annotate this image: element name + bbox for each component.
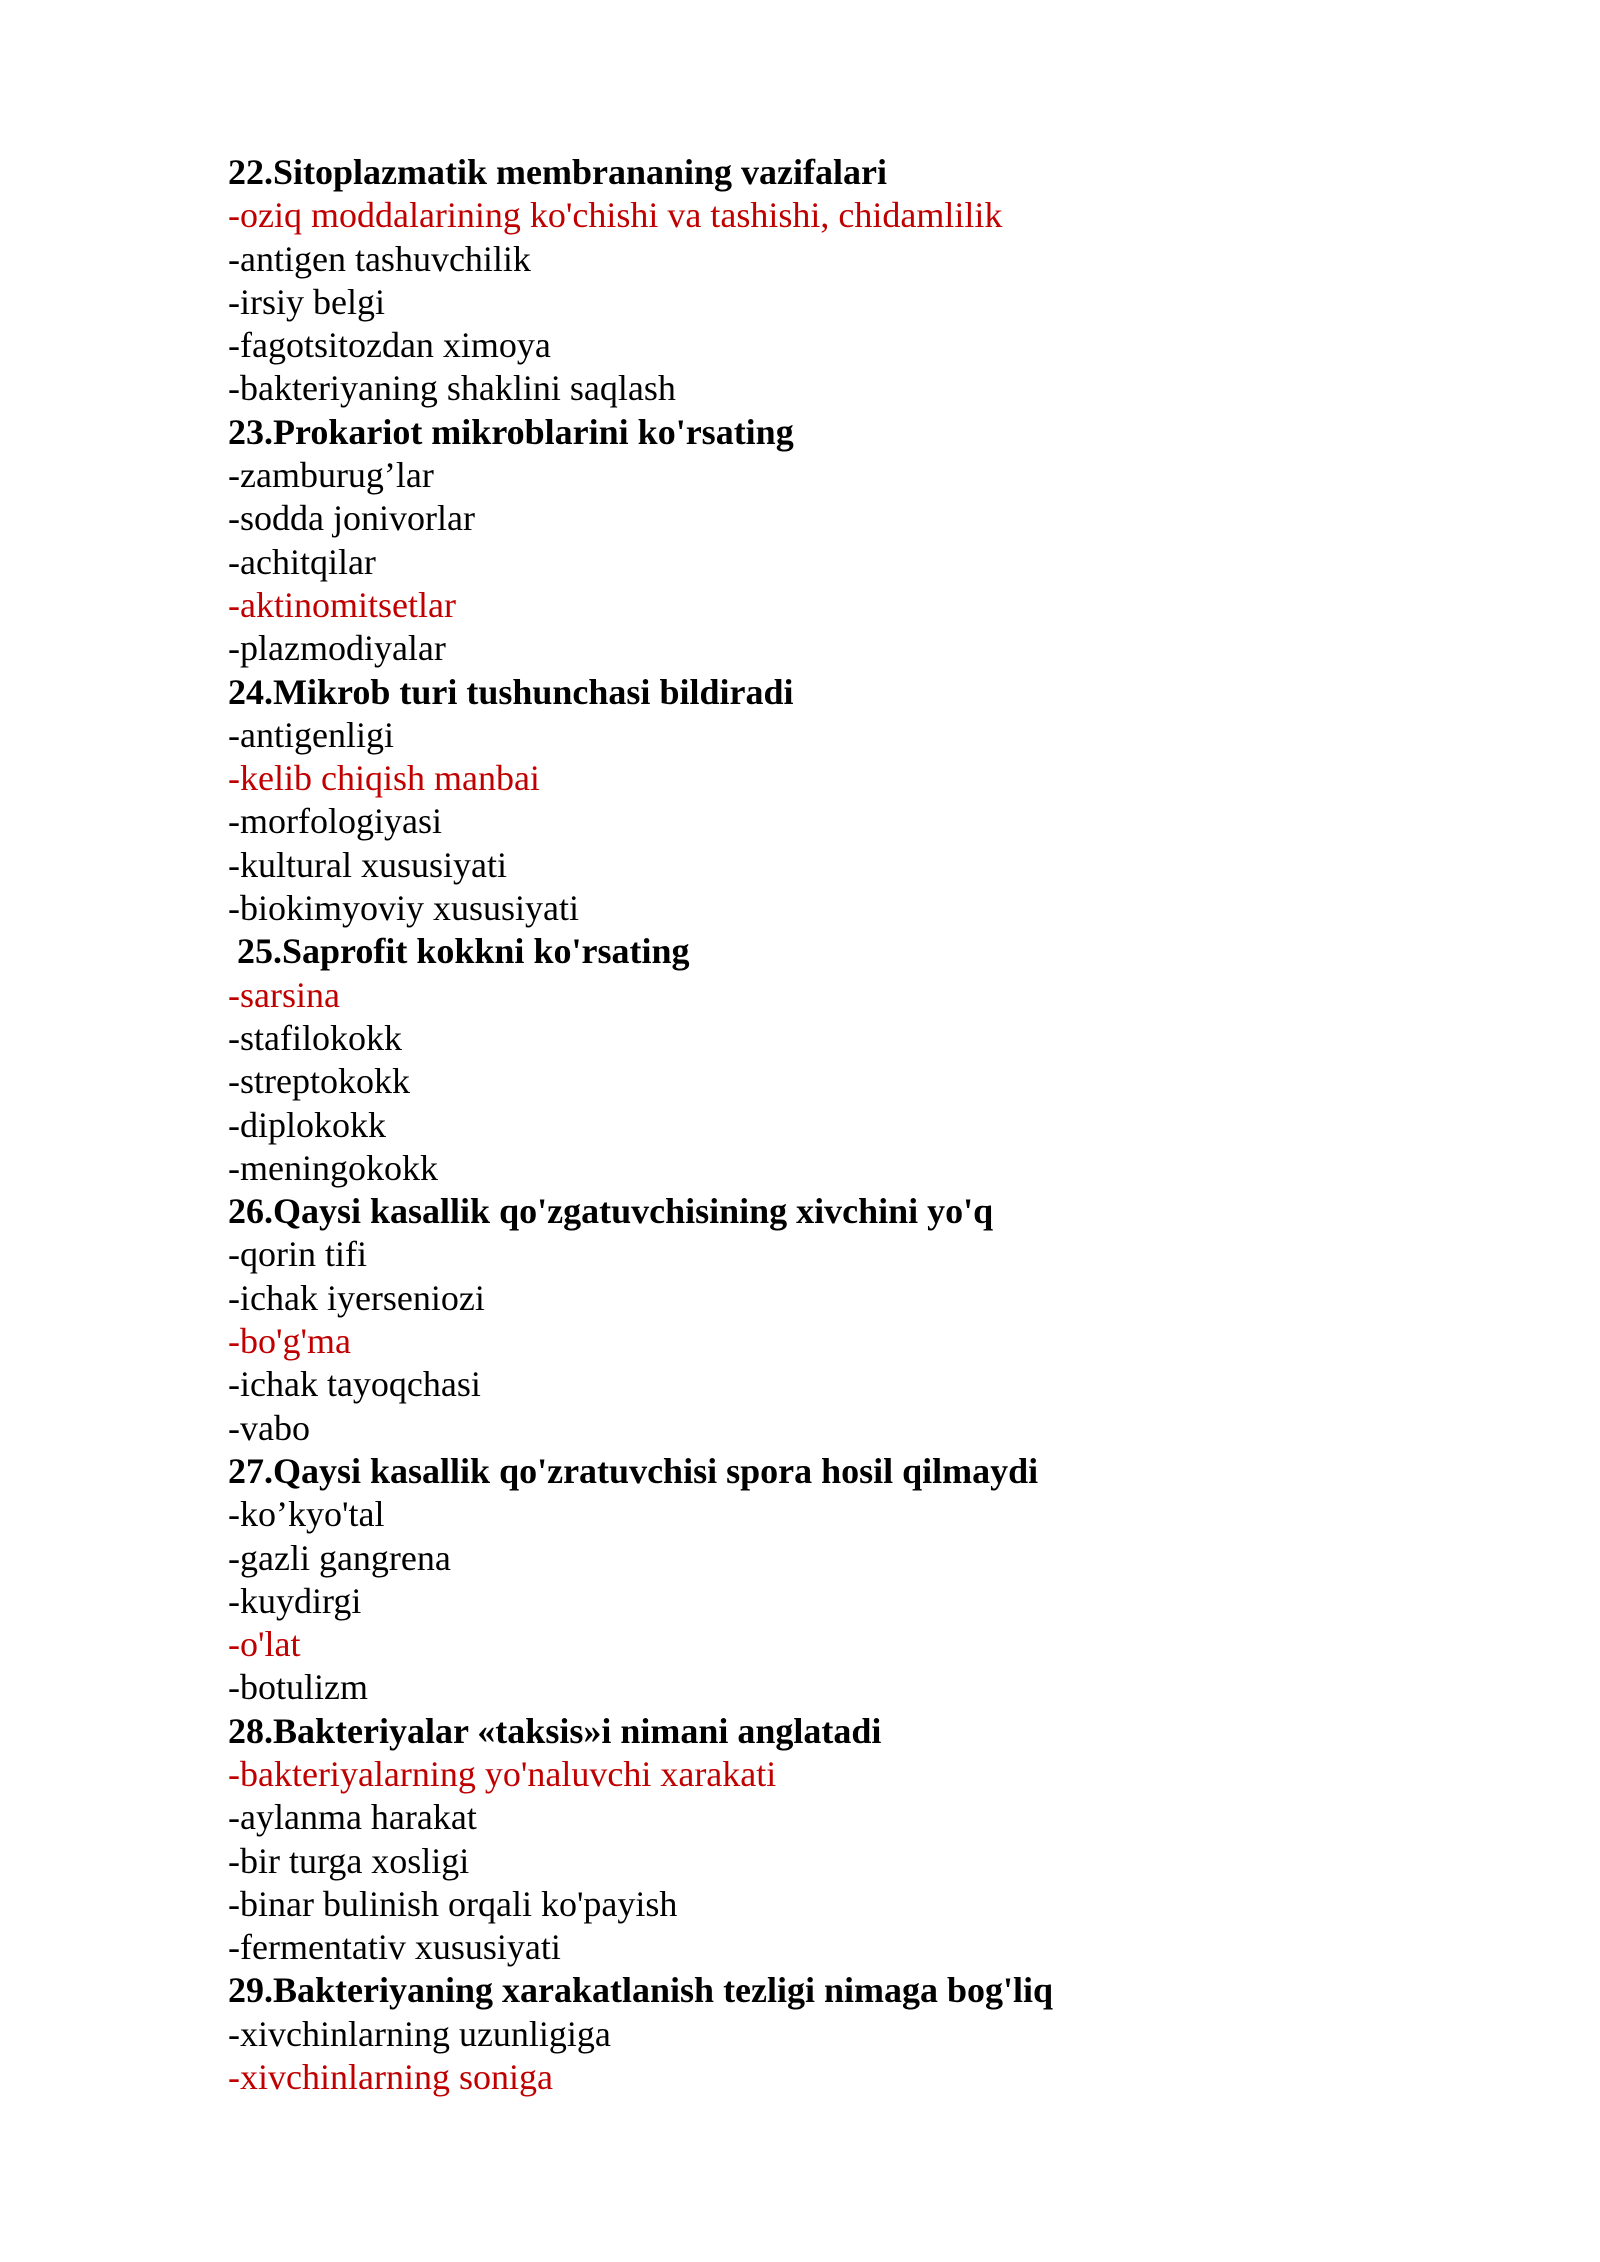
- answer-option: -plazmodiyalar: [228, 628, 446, 669]
- correct-answer-option: -o'lat: [228, 1624, 301, 1665]
- answer-option: -xivchinlarning uzunligiga: [228, 2013, 611, 2054]
- answer-option: -morfologiyasi: [228, 801, 442, 842]
- answer-option: -binar bulinish orqali ko'payish: [228, 1883, 678, 1924]
- answer-option: -antigen tashuvchilik: [228, 238, 531, 279]
- answer-option: -ichak iyerseniozi: [228, 1277, 485, 1318]
- question-block: [228, 1190, 1528, 1450]
- question-title: 25.Saprofit kokkni ko'rsating: [237, 931, 690, 972]
- answer-option: -qorin tifi: [228, 1234, 367, 1275]
- question-block: [228, 1450, 1528, 1710]
- question-title: 27.Qaysi kasallik qo'zratuvchisi spora hosil qilmaydi: [228, 1450, 1039, 1491]
- question-title: 26.Qaysi kasallik qo'zgatuvchisining xivchini yo'q: [228, 1191, 994, 1232]
- answer-option: -irsiy belgi: [228, 281, 385, 322]
- answer-option: -gazli gangrena: [228, 1537, 451, 1578]
- answer-option: -kuydirgi: [228, 1580, 362, 1621]
- correct-answer-option: -bakteriyalarning yo'naluvchi xarakati: [228, 1753, 777, 1794]
- answer-option: -ichak tayoqchasi: [228, 1364, 481, 1405]
- question-block: [228, 1969, 1528, 2099]
- question-block: [228, 671, 1528, 931]
- question-title: 24.Mikrob turi tushunchasi bildiradi: [228, 671, 794, 712]
- correct-answer-option: -sarsina: [228, 974, 340, 1015]
- answer-option: -kultural xususiyati: [228, 844, 507, 885]
- answer-option: -botulizm: [228, 1667, 368, 1708]
- correct-answer-option: -kelib chiqish manbai: [228, 758, 540, 799]
- question-title: 22.Sitoplazmatik membrananing vazifalari: [228, 152, 887, 192]
- answer-option: -sodda jonivorlar: [228, 498, 475, 539]
- answer-option: -aylanma harakat: [228, 1797, 477, 1838]
- question-title: 23.Prokariot mikroblarini ko'rsating: [228, 411, 794, 452]
- correct-answer-option: -aktinomitsetlar: [228, 584, 456, 625]
- answer-option: -vabo: [228, 1407, 310, 1448]
- answer-option: -diplokokk: [228, 1104, 386, 1145]
- answer-option: -achitqilar: [228, 541, 376, 582]
- answer-option: -biokimyoviy xususiyati: [228, 888, 579, 929]
- answer-option: -streptokokk: [228, 1061, 410, 1102]
- answer-option: -ko’kyo'tal: [228, 1494, 385, 1535]
- answer-option: -bir turga xosligi: [228, 1840, 470, 1881]
- answer-option: -bakteriyaning shaklini saqlash: [228, 368, 676, 409]
- correct-answer-option: -bo'g'ma: [228, 1321, 351, 1362]
- question-title: 28.Bakteriyalar «taksis»i nimani anglatadi: [228, 1710, 882, 1751]
- answer-option: -fermentativ xususiyati: [228, 1927, 561, 1968]
- question-block: [228, 930, 1528, 1190]
- question-block: [228, 1710, 1528, 1970]
- document-page: [228, 151, 1528, 2099]
- answer-option: -stafilokokk: [228, 1017, 402, 1058]
- answer-option: -zamburug’lar: [228, 455, 434, 496]
- question-title: 29.Bakteriyaning xarakatlanish tezligi nimaga bog'liq: [228, 1970, 1054, 2011]
- answer-option: -fagotsitozdan ximoya: [228, 325, 551, 366]
- question-block: [228, 411, 1528, 671]
- answer-option: -meningokokk: [228, 1147, 438, 1188]
- question-block: [228, 151, 1528, 411]
- correct-answer-option: -xivchinlarning soniga: [228, 2057, 553, 2098]
- correct-answer-option: -oziq moddalarining ko'chishi va tashishi, chidamlilik: [228, 195, 1003, 236]
- answer-option: -antigenligi: [228, 714, 394, 755]
